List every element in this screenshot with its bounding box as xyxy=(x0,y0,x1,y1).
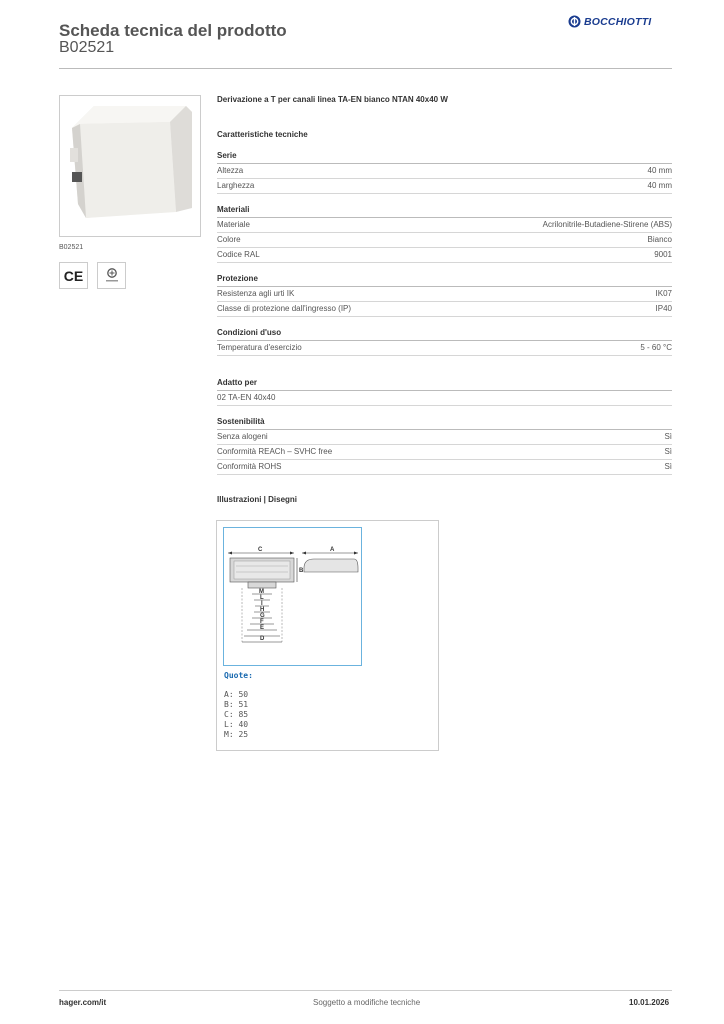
quote-item: C: 85 xyxy=(224,710,249,719)
spec-value: Acrilonitrile-Butadiene-Stirene (ABS) xyxy=(542,220,672,229)
drawings-heading: Illustrazioni | Disegni xyxy=(217,495,298,504)
dim-label: C xyxy=(258,547,263,553)
spec-row xyxy=(217,179,672,194)
quote-item: A: 50 xyxy=(224,690,249,699)
spec-row xyxy=(217,340,672,356)
section-heading: Adatto per xyxy=(217,378,257,387)
section-heading: Materiali xyxy=(217,205,250,214)
spec-value: Sì xyxy=(664,432,672,441)
photo-caption: B02521 xyxy=(59,244,84,251)
spec-value: 9001 xyxy=(654,250,672,259)
brand-name: BOCCHIOTTI xyxy=(584,15,652,28)
section-materiali xyxy=(217,205,672,263)
spec-value: Sì xyxy=(664,462,672,471)
spec-label: Conformità ROHS xyxy=(217,462,282,471)
ce-mark-label: CE xyxy=(63,267,84,284)
quote-item: M: 25 xyxy=(224,730,249,739)
footer-note: Soggetto a modifiche tecniche xyxy=(313,998,421,1007)
spec-row xyxy=(217,390,672,406)
header-divider xyxy=(59,68,672,69)
spec-label: Temperatura d'esercizio xyxy=(217,343,302,352)
spec-row xyxy=(217,429,672,445)
section-heading: Serie xyxy=(217,151,237,160)
spec-value: 40 mm xyxy=(647,181,672,190)
dim-label: G xyxy=(260,613,265,619)
dim-label: I xyxy=(261,601,263,607)
spec-row xyxy=(217,460,672,475)
section-heading: Condizioni d'uso xyxy=(217,328,282,337)
product-code: B02521 xyxy=(59,39,115,56)
spec-row xyxy=(217,445,672,460)
spec-value: 40 mm xyxy=(647,166,672,175)
page-title: Scheda tecnica del prodotto xyxy=(59,21,287,40)
brand-logo xyxy=(568,15,651,28)
dim-label: F xyxy=(260,619,264,625)
footer-date: 10.01.2026 xyxy=(629,998,670,1007)
spec-label: Conformità REACh – SVHC free xyxy=(217,447,333,456)
spec-value: IP40 xyxy=(655,304,672,313)
section-heading: Sostenibilità xyxy=(217,417,265,426)
spec-row xyxy=(217,302,672,317)
quote-list xyxy=(224,690,248,740)
dim-label: M xyxy=(259,589,264,595)
spec-label: Materiale xyxy=(217,220,250,229)
spec-row xyxy=(217,233,672,248)
spec-row xyxy=(217,217,672,233)
section-condizioni xyxy=(217,328,672,356)
quote-item: L: 40 xyxy=(224,720,249,729)
technical-drawing xyxy=(223,527,362,666)
dim-label: L xyxy=(260,595,264,601)
tech-heading: Caratteristiche tecniche xyxy=(217,130,308,139)
product-photo xyxy=(59,95,201,237)
spec-label: Senza alogeni xyxy=(217,432,268,441)
spec-row xyxy=(217,286,672,302)
section-heading: Protezione xyxy=(217,274,258,283)
spec-label: Codice RAL xyxy=(217,250,260,259)
section-sostenibilita xyxy=(217,417,672,475)
spec-row xyxy=(217,163,672,179)
spec-label: 02 TA-EN 40x40 xyxy=(217,393,276,402)
section-adatto-per xyxy=(217,378,672,406)
ce-mark xyxy=(59,262,88,289)
spec-label: Larghezza xyxy=(217,181,255,190)
spec-label: Altezza xyxy=(217,166,244,175)
spec-label: Resistenza agli urti IK xyxy=(217,289,295,298)
spec-row xyxy=(217,248,672,263)
quote-item: B: 51 xyxy=(224,700,249,709)
section-serie xyxy=(217,151,672,194)
dim-label: E xyxy=(260,625,265,631)
quality-mark-icon xyxy=(97,262,126,289)
dim-label: D xyxy=(260,636,265,642)
spec-label: Classe di protezione dall'ingresso (IP) xyxy=(217,304,352,313)
brand-mark-icon xyxy=(568,15,581,28)
footer-divider xyxy=(59,990,672,991)
spec-value: 5 - 60 °C xyxy=(640,343,672,352)
footer-website-link[interactable]: hager.com/it xyxy=(59,998,107,1007)
dim-label: H xyxy=(260,607,265,613)
quote-title: Quote: xyxy=(224,671,253,680)
product-title: Derivazione a T per canali linea TA-EN bianco NTAN 40x40 W xyxy=(217,95,448,104)
dim-label: B xyxy=(299,568,304,574)
spec-content xyxy=(217,95,672,507)
spec-value: Sì xyxy=(664,447,672,456)
spec-value: IK07 xyxy=(655,289,672,298)
section-protezione xyxy=(217,274,672,317)
spec-value: Bianco xyxy=(647,235,672,244)
spec-label: Colore xyxy=(217,235,241,244)
dim-label: A xyxy=(330,547,335,553)
